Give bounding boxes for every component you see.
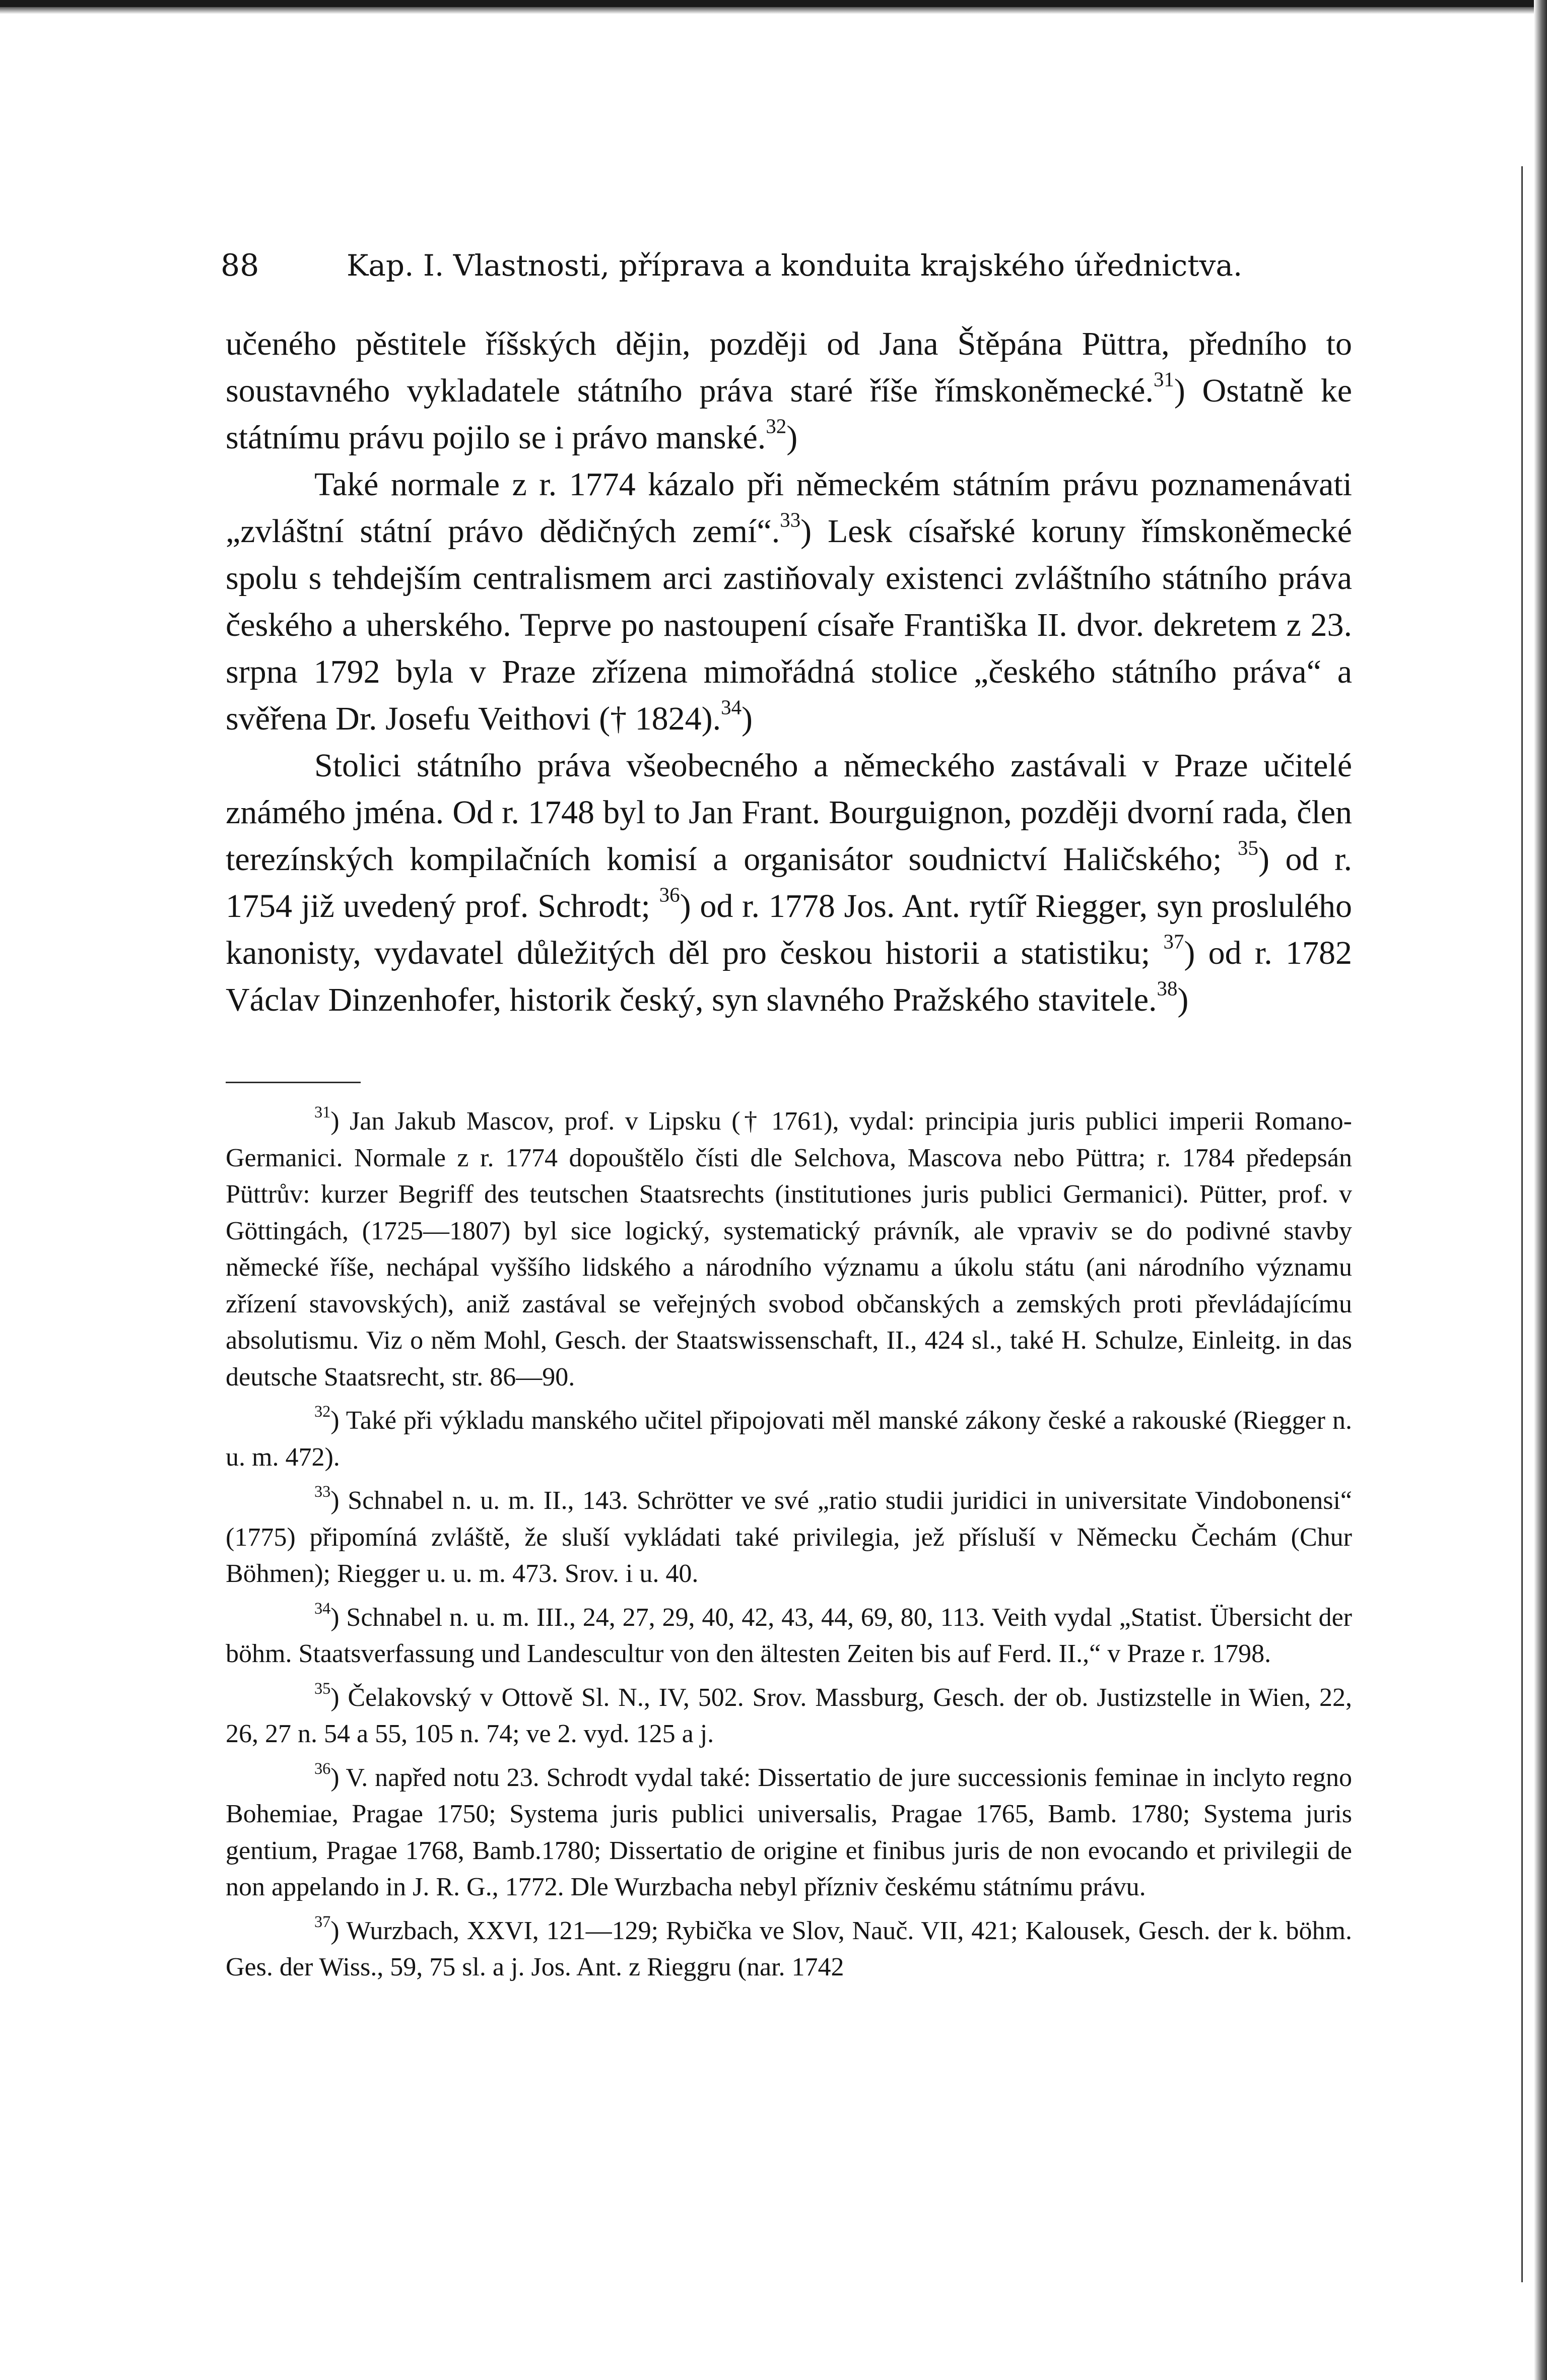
footnote-number: 36 [314,1759,331,1777]
footnote-number: 34 [314,1599,331,1617]
body-text-run: ) od r. 1778 Jos. Ant. rytíř Riegger, syn proslulého kanonisty, vydavatel důležitých děl pro českou historii a statistiku; [226,888,1352,971]
footnote-text: ) Jan Jakub Mascov, prof. v Lipsku († 1761), vydal: principia juris publici imperii Romano-Germanici. Normale z r. 1774 dopouštělo čísti dle Selchova, Mascova nebo Püttra; r. 1784 předepsán Püttrův: kurzer Begriff des teutschen Staatsrechts (institutiones juris publici Germanici). Pütter, prof. v Göttingách, (1725—1807) byl sice logický, systematický právník, ale vpraviv se do podivné stavby německé říše, nechápal vyššího lidského a národního významu a úkolu státu (ani národního významu zřízení stavovských), aniž zastával se veřejných svobod občanských a zemských proti převládajícímu absolutismu. Viz o něm Mohl, Gesch. der Staatswissenschaft, II., 424 sl., také H. Schulze, Einleitg. in das deutsche Staatsrecht, str. 86—90. [226,1107,1352,1392]
body-text-run: ) Lesk císařské koruny římskoněmecké spolu s tehdejším centralismem arci zastiňovaly existenci zvláštního státního práva českého a uherského. Teprve po nastoupení císaře Františka II. dvor. dekretem z 23. srpna 1792 byla v Praze zřízena mimořádná stolice „českého státního práva“ a svěřena Dr. Josefu Veithovi († 1824). [226,513,1352,737]
footnote [226,1483,1352,1593]
body-text-run: ) od r. 1782 Václav Dinzenhofer, historik český, syn slavného Pražského stavitele. [226,935,1352,1018]
footnote-reference: 34 [721,696,742,719]
page-header [221,243,1349,288]
body-paragraph [226,742,1352,1023]
main-text [226,320,1352,1023]
footnote-separator [226,1082,361,1083]
body-text-run: učeného pěstitele říšských dějin, později od Jana Štěpána Püttra, předního to soustavného vykladatele státního práva staré říše římskoněmecké. [226,325,1352,409]
body-text-run: ) Ostatně ke státnímu právu pojilo se i právo manské. [226,372,1352,456]
footnotes [226,1103,1352,1993]
footnote-reference: 31 [1153,368,1174,391]
footnote [226,1600,1352,1673]
footnote-reference: 37 [1163,930,1184,953]
body-text-run: ) od r. 1754 již uvedený prof. Schrodt; [226,841,1352,924]
footnote-text: ) Wurzbach, XXVI, 121—129; Rybička ve Slov, Nauč. VII, 421; Kalousek, Gesch. der k. böhm. Ges. der Wiss., 59, 75 sl. a j. Jos. Ant. z Rieggru (nar. 1742 [226,1916,1352,1981]
footnote-text: ) Také při výkladu manského učitel připojovati měl manské zákony české a rakouské (Riegger n. u. m. 472). [226,1406,1352,1472]
scan-binding-line [1521,166,1523,2282]
footnote-reference: 38 [1157,977,1178,1000]
body-text-run: ) [742,700,753,737]
footnote-text: ) Schnabel n. u. m. III., 24, 27, 29, 40, 42, 43, 44, 69, 80, 113. Veith vydal „Statist. Übersicht der böhm. Staatsverfassung und Landescultur von den ältesten Zeiten bis auf Ferd. II.,“ v Praze r. 1798. [226,1603,1352,1668]
footnote [226,1680,1352,1753]
scan-edge-top [0,0,1547,7]
body-paragraph [226,320,1352,461]
footnote [226,1103,1352,1396]
footnote-number: 32 [314,1402,331,1420]
footnote-text: ) Čelakovský v Ottově Sl. N., IV, 502. Srov. Massburg, Gesch. der ob. Justizstelle in Wien, 22, 26, 27 n. 54 a 55, 105 n. 74; ve 2. vyd. 125 a j. [226,1683,1352,1748]
footnote [226,1760,1352,1906]
body-text-run: Také normale z r. 1774 kázalo při německém státním právu poznamenávati „zvláštní státní právo dědičných zemí“. [226,466,1352,550]
footnote-number: 35 [314,1679,331,1697]
footnote [226,1913,1352,1986]
footnote-reference: 32 [766,415,787,438]
footnote-reference: 35 [1238,836,1258,860]
footnote-reference: 36 [659,883,680,906]
body-text-run: ) [786,419,798,456]
running-title: Kap. I. Vlastnosti, příprava a konduita krajského úřednictva. [347,248,1243,283]
scan-edge-right [1534,0,1547,2380]
body-paragraph [226,461,1352,742]
footnote-number: 33 [314,1482,331,1500]
footnote-number: 31 [314,1102,331,1121]
body-text-run: Stolici státního práva všeobecného a německého zastávali v Praze učitelé známého jména. Od r. 1748 byl to Jan Frant. Bourguignon, později dvorní rada, člen terezínských kompilačních komisí a organisátor soudnictví Haličského; [226,747,1352,878]
footnote-text: ) V. napřed notu 23. Schrodt vydal také: Dissertatio de jure successionis feminae in inclyto regno Bohemiae, Pragae 1750; Systema juris publici universalis, Pragae 1765, Bamb. 1780; Systema juris gentium, Pragae 1768, Bamb.1780; Dissertatio de origine et finibus juris de non evocando et privilegii de non appelando in J. R. G., 1772. Dle Wurzbacha nebyl přízniv českému státnímu právu. [226,1763,1352,1901]
footnote [226,1403,1352,1476]
footnote-reference: 33 [780,508,801,532]
footnote-number: 37 [314,1912,331,1931]
body-text-run: ) [1177,981,1189,1018]
scan-shadow-top [0,7,1547,14]
page-number: 88 [221,248,259,283]
footnote-text: ) Schnabel n. u. m. II., 143. Schrötter ve své „ratio studii juridici in universitate Vindobonensi“ (1775) připomíná zvláště, že sluší vykládati také privilegia, jež přísluší v Německu Čechám (Chur Böhmen); Riegger u. u. m. 473. Srov. i u. 40. [226,1486,1352,1588]
